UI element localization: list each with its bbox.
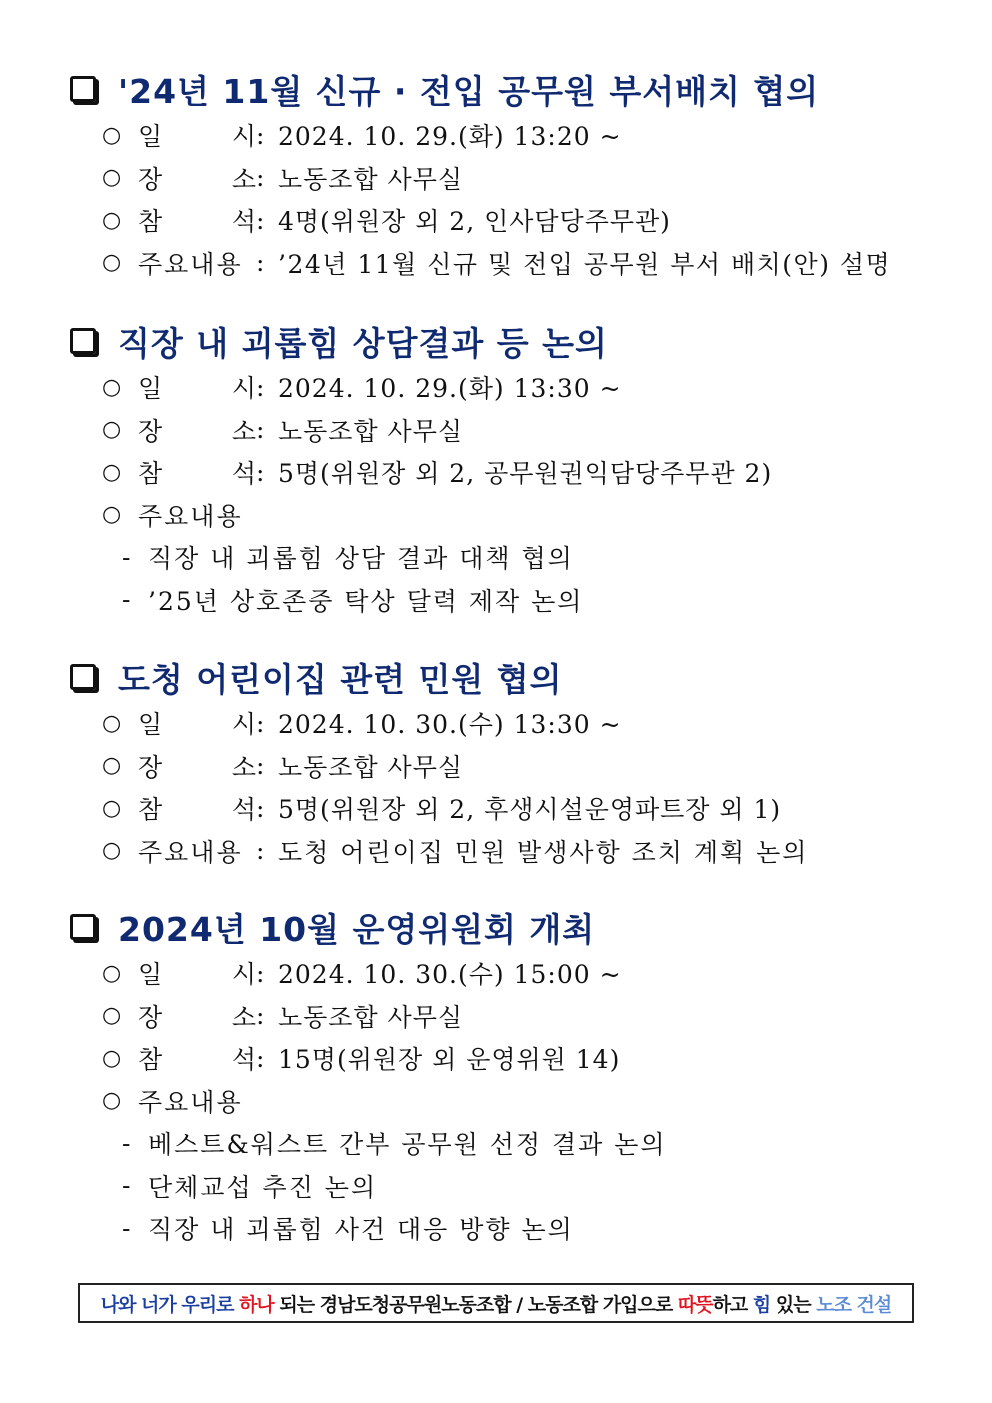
dash: - — [122, 542, 133, 572]
section-title: 도청 어린이집 관련 민원 협의 — [118, 659, 563, 699]
circle-bullet-icon: ○ — [102, 1088, 122, 1114]
row-label: 장 소 — [138, 416, 256, 446]
colon: : — [256, 248, 265, 278]
row-value: 2024. 10. 30.(수) 13:30 ~ — [278, 710, 622, 740]
row-label: 주요내용 — [138, 249, 243, 279]
circle-bullet-icon: ○ — [102, 1045, 122, 1071]
circle-bullet-icon: ○ — [102, 960, 122, 986]
section-2 — [70, 316, 950, 621]
slogan-part: 따뜻 — [677, 1293, 713, 1316]
row-main-content — [70, 1080, 950, 1123]
list-item — [70, 536, 950, 579]
colon: : — [256, 958, 265, 988]
row-place — [70, 409, 950, 452]
row-label: 장 소 — [138, 164, 256, 194]
row-place — [70, 995, 950, 1038]
row-place — [70, 745, 950, 788]
dash: - — [122, 1171, 133, 1201]
row-value: ’24년 11월 신규 및 전입 공무원 부서 배치(안) 설명 — [278, 249, 892, 279]
circle-bullet-icon: ○ — [102, 838, 122, 864]
section-heading — [70, 902, 950, 952]
circle-bullet-icon: ○ — [102, 165, 122, 191]
list-item-text: 단체교섭 추진 논의 — [148, 1172, 378, 1202]
colon: : — [256, 457, 265, 487]
colon: : — [256, 708, 265, 738]
circle-bullet-icon: ○ — [102, 1003, 122, 1029]
list-item-text: 직장 내 괴롭힘 상담 결과 대책 협의 — [148, 544, 574, 574]
slogan-part: 되는 경남도청공무원노동조합 / 노동조합 가입으로 — [273, 1293, 678, 1316]
list-item-text: 직장 내 괴롭힘 사건 대응 방향 논의 — [148, 1215, 574, 1245]
row-main-content — [70, 830, 950, 873]
colon: : — [256, 120, 265, 150]
slogan-part: 하고 — [712, 1293, 753, 1316]
row-value: 15명(위원장 외 운영위원 14) — [278, 1045, 621, 1075]
list-item-text: 베스트&워스트 간부 공무원 선정 결과 논의 — [148, 1130, 667, 1160]
row-value: 2024. 10. 29.(화) 13:20 ~ — [278, 122, 622, 152]
row-label: 주요내용 — [138, 1087, 243, 1117]
row-value: 2024. 10. 30.(수) 15:00 ~ — [278, 960, 622, 990]
section-heading — [70, 64, 950, 114]
dash: - — [122, 585, 133, 615]
row-label: 장 소 — [138, 752, 256, 782]
row-label: 일 시 — [138, 122, 256, 152]
circle-bullet-icon: ○ — [102, 250, 122, 276]
slogan-part: 하나 — [239, 1293, 274, 1316]
colon: : — [256, 793, 265, 823]
circle-bullet-icon: ○ — [102, 502, 122, 528]
dash: - — [122, 1128, 133, 1158]
dash: - — [122, 1213, 133, 1243]
slogan-part: 노조 건설 — [816, 1293, 892, 1316]
circle-bullet-icon: ○ — [102, 753, 122, 779]
list-item — [70, 579, 950, 622]
row-main-content — [70, 242, 950, 285]
row-main-content — [70, 494, 950, 537]
circle-bullet-icon: ○ — [102, 795, 122, 821]
row-value: 5명(위원장 외 2, 후생시설운영파트장 외 1) — [278, 795, 782, 825]
row-label: 일 시 — [138, 960, 256, 990]
list-item — [70, 1207, 950, 1250]
row-value: 노동조합 사무실 — [278, 1002, 463, 1032]
row-value: 4명(위원장 외 2, 인사담당주무관) — [278, 207, 671, 237]
colon: : — [256, 205, 265, 235]
checkbox-icon — [70, 664, 96, 690]
colon: : — [256, 1001, 265, 1031]
section-title: '24년 11월 신규 · 전입 공무원 부서배치 협의 — [118, 71, 820, 111]
row-label: 참 석 — [138, 459, 256, 489]
row-label: 참 석 — [138, 795, 256, 825]
section-title: 직장 내 괴롭힘 상담결과 등 논의 — [118, 323, 608, 363]
colon: : — [256, 415, 265, 445]
row-value: 5명(위원장 외 2, 공무원권익담당주무관 2) — [278, 459, 773, 489]
colon: : — [256, 163, 265, 193]
section-heading — [70, 316, 950, 366]
section-4 — [70, 902, 950, 1250]
row-datetime — [70, 366, 950, 409]
row-attendees — [70, 1037, 950, 1080]
list-item — [70, 1122, 950, 1165]
row-value: 노동조합 사무실 — [278, 416, 463, 446]
checkbox-icon — [70, 76, 96, 102]
colon: : — [256, 751, 265, 781]
section-1 — [70, 64, 950, 284]
row-value: 2024. 10. 29.(화) 13:30 ~ — [278, 374, 622, 404]
row-value: 노동조합 사무실 — [278, 164, 463, 194]
row-label: 참 석 — [138, 1045, 256, 1075]
list-item-text: ’25년 상호존중 탁상 달력 제작 논의 — [148, 586, 584, 616]
row-label: 일 시 — [138, 710, 256, 740]
row-label: 일 시 — [138, 374, 256, 404]
circle-bullet-icon: ○ — [102, 710, 122, 736]
row-value: 도청 어린이집 민원 발생사항 조치 계획 논의 — [278, 837, 809, 867]
circle-bullet-icon: ○ — [102, 417, 122, 443]
circle-bullet-icon: ○ — [102, 459, 122, 485]
row-label: 참 석 — [138, 207, 256, 237]
row-datetime — [70, 952, 950, 995]
row-datetime — [70, 114, 950, 157]
row-attendees — [70, 199, 950, 242]
section-heading — [70, 652, 950, 702]
colon: : — [256, 836, 265, 866]
checkbox-icon — [70, 914, 96, 940]
section-title: 2024년 10월 운영위원회 개최 — [118, 909, 596, 949]
slogan-part: 있는 — [770, 1293, 817, 1316]
row-place — [70, 157, 950, 200]
checkbox-icon — [70, 328, 96, 354]
row-attendees — [70, 787, 950, 830]
circle-bullet-icon: ○ — [102, 374, 122, 400]
colon: : — [256, 372, 265, 402]
list-item — [70, 1165, 950, 1208]
footer-slogan-banner — [78, 1283, 914, 1323]
row-datetime — [70, 702, 950, 745]
slogan-part: 힘 — [752, 1293, 771, 1316]
circle-bullet-icon: ○ — [102, 207, 122, 233]
slogan-part: 나와 너가 우리로 — [100, 1293, 240, 1316]
section-3 — [70, 652, 950, 872]
row-label: 주요내용 — [138, 837, 243, 867]
row-attendees — [70, 451, 950, 494]
row-label: 장 소 — [138, 1002, 256, 1032]
circle-bullet-icon: ○ — [102, 122, 122, 148]
colon: : — [256, 1043, 265, 1073]
row-label: 주요내용 — [138, 501, 243, 531]
row-value: 노동조합 사무실 — [278, 752, 463, 782]
